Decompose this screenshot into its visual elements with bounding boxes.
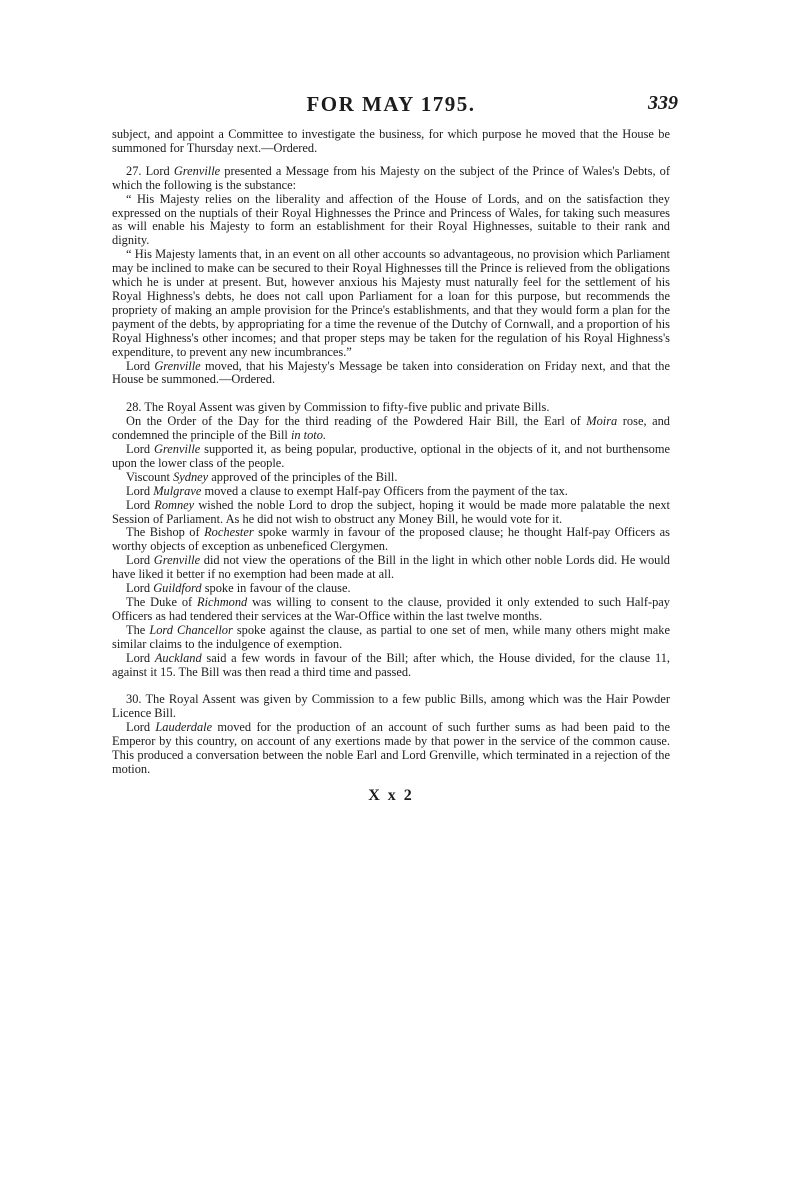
italic-name: Sydney	[173, 469, 209, 484]
page-number: 339	[648, 92, 678, 114]
paragraph	[112, 596, 670, 624]
paragraph	[112, 693, 670, 721]
text-run: Lord	[126, 650, 155, 665]
paragraph	[112, 526, 670, 554]
text-run: moved, that his Majesty's Message be taken into consideration on Friday next, and that the House be summoned.—Ordered.	[112, 358, 670, 387]
text-run: Lord	[126, 483, 154, 498]
document-page	[112, 92, 678, 805]
text-run: Lord	[126, 442, 154, 457]
text-run: moved for the production of an account of such further sums as had been paid to the Emperor by this country, on account of any exertions made by that power in the service of the common cause. This produced a conversation between the noble Earl and Lord Grenville, which terminated in a rejection of the motion.	[112, 720, 670, 776]
text-run: On the Order of the Day for the third reading of the Powdered Hair Bill, the Earl of	[126, 414, 587, 429]
text-run: supported it, as being popular, productive, optional in the objects of it, and not burthensome upon the lower class of the people.	[112, 442, 670, 470]
text-run: moved a clause to exempt Half-pay Officers from the payment of the tax.	[201, 483, 568, 498]
text-run: subject, and appoint a Committee to investigate the business, for which purpose he moved that the House be summoned for Thursday next.—Ordered.	[112, 127, 670, 155]
text-run: The Bishop of	[126, 525, 205, 540]
text-run: wished the noble Lord to drop the subject, hoping it would be made more palatable the next Session of Parliament. As he did not wish to obstruct any Money Bill, he would vote for it.	[112, 497, 671, 526]
italic-name: Moira	[586, 414, 618, 429]
text-run: Lord	[126, 553, 154, 568]
paragraph	[112, 499, 670, 527]
text-run: Lord	[126, 581, 154, 596]
paragraph	[112, 443, 670, 471]
body-text	[112, 128, 670, 777]
text-run: “ His Majesty laments that, in an event on all other accounts so advantageous, no provision which Parliament may be inclined to make can be secured to their Royal Highnesses till the Prince is relieved from the obligations which he is under at present. But, however anxious his Majesty must naturally feel for the settlement of his Royal Highness's debts, he does not call upon Parliament for a loan for this purpose, but recommends the propriety of making an ample provision for the Prince's establishments, and that they would form a plan for the payment of the debts, by appropriating for a time the revenue of the Dutchy of Cornwall, and a proportion of his Royal Highness's other incomes; and that proper steps may be taken for the regulation of his Royal Highness's expenditure, to prevent any new incumbrances.”	[112, 247, 670, 359]
paragraph	[112, 248, 670, 359]
italic-name: Grenville	[153, 553, 201, 568]
paragraph	[112, 415, 670, 443]
text-run: Lord	[126, 720, 156, 735]
paragraph	[112, 128, 670, 156]
paragraph	[112, 624, 670, 652]
text-run: presented a Message from his Majesty on the subject of the Prince of Wales's Debts, of which the following is the substance:	[112, 163, 670, 192]
text-run: The Duke of	[126, 595, 197, 609]
signature-mark: X x 2	[368, 786, 414, 804]
text-run: 28. The Royal Assent was given by Commission to fifty-five public and private Bills.	[126, 400, 550, 415]
italic-name: Romney	[154, 497, 195, 512]
text-run: Lord	[126, 358, 155, 373]
italic-name: Guildford	[153, 581, 202, 596]
paragraph	[112, 401, 670, 415]
text-run: Lord	[126, 497, 155, 512]
running-title: FOR MAY 1795.	[306, 92, 476, 116]
paragraph	[112, 721, 670, 777]
italic-name: Lauderdale	[155, 720, 213, 735]
paragraph	[112, 554, 670, 582]
italic-name: Grenville	[173, 163, 221, 178]
text-run: “ His Majesty relies on the liberality and affection of the House of Lords, and on the satisfaction they expressed on the nuptials of their Royal Highnesses the Prince and Princess of Wales, for taking such measures as will enable his Majesty to form an establishment for their Royal Highnesses, suitable to their rank and dignity.	[112, 191, 670, 248]
text-run: spoke warmly in favour of the proposed clause; he thought Half-pay Officers as worthy objects of exception as unbeneficed Clergymen.	[112, 525, 670, 554]
italic-name: in toto.	[290, 428, 327, 443]
paragraph	[112, 193, 670, 249]
italic-name: Grenville	[153, 442, 201, 457]
italic-name: Richmond	[197, 595, 248, 609]
text-run: was willing to consent to the clause, provided it only extended to such Half-pay Officers as had tendered their services at the War-Office within the last twelve months.	[112, 595, 670, 623]
text-run: Viscount	[126, 469, 174, 484]
paragraph	[112, 165, 670, 193]
page-header	[112, 92, 678, 128]
text-run: did not view the operations of the Bill in the light in which other noble Lords did. He would have liked it better if no exemption had been made at all.	[112, 553, 671, 582]
text-run: The	[126, 622, 150, 637]
text-run: spoke against the clause, as partial to one set of men, while many others might make similar claims to the indulgence of exemption.	[112, 622, 670, 651]
italic-name: Grenville	[154, 358, 201, 373]
italic-name: Rochester	[204, 525, 254, 540]
paragraph	[112, 652, 670, 680]
italic-name: Auckland	[154, 650, 202, 665]
italic-name: Lord Chancellor	[149, 622, 233, 637]
paragraph	[112, 360, 670, 388]
text-run: approved of the principles of the Bill.	[208, 469, 398, 484]
text-run: 30. The Royal Assent was given by Commission to a few public Bills, among which was the Hair Powder Licence Bill.	[112, 692, 670, 721]
text-run: spoke in favour of the clause.	[201, 581, 351, 596]
text-run: 27. Lord	[126, 163, 174, 178]
italic-name: Mulgrave	[153, 483, 202, 498]
paragraph	[112, 582, 670, 596]
paragraph	[112, 485, 670, 499]
paragraph	[112, 471, 670, 485]
text-run: rose, and condemned the principle of the Bill	[112, 414, 670, 443]
text-run: said a few words in favour of the Bill; after which, the House divided, for the clause 11, against it 15. The Bill was then read a third time and passed.	[112, 650, 670, 679]
